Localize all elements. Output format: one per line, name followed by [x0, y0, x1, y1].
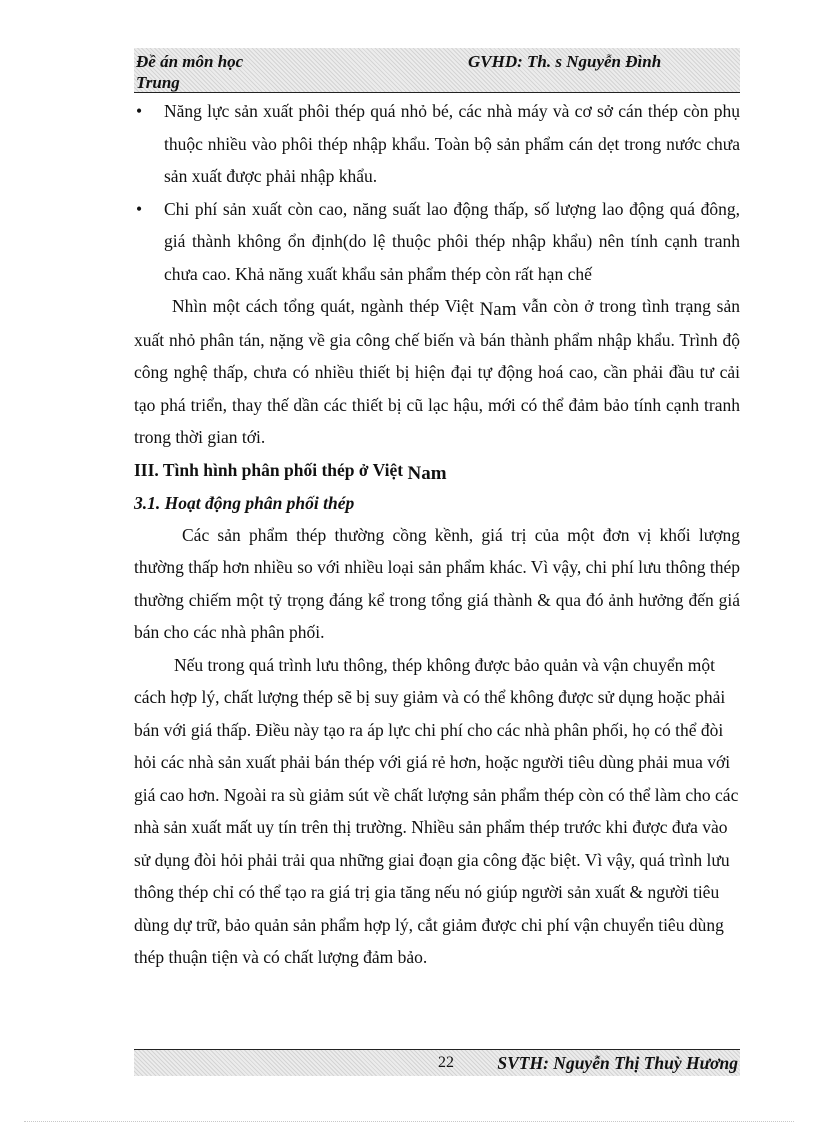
bullet-icon: • — [136, 198, 143, 219]
header-course-title: Đề án môn học Trung — [136, 52, 244, 92]
header-supervisor: GVHD: Th. s Nguyễn Đình — [468, 52, 662, 71]
footer-student: SVTH: Nguyễn Thị Thuỳ Hương — [497, 1053, 738, 1073]
bullet-icon: • — [136, 101, 143, 121]
paragraph-distribution: Các sản phẩm thép thường cồng kềnh, giá trị của một đơn vị khối lượng thường thấp hơn nhiều so với nhiều loại sản phẩm khác. Vì vậy, chi phí lưu thông thép thường chiếm một tỷ trọng đáng kể trong tổng giá thành & qua đó ảnh hưởng đến giá bán cho các nhà phân phối. — [134, 524, 740, 642]
section-heading: III. Tình hình phân phối thép ở Việt Nam — [134, 459, 447, 484]
bullet-item — [134, 95, 740, 193]
page-number: 22 — [438, 1054, 454, 1071]
page-body — [134, 95, 740, 974]
bullet-item — [134, 193, 740, 291]
subsection-heading: 3.1. Hoạt động phân phối thép — [134, 492, 355, 513]
page-header — [134, 48, 740, 93]
paragraph-overview: Nhìn một cách tổng quát, ngành thép Việt Nam vẫn còn ở trong tình trạng sản xuất nhỏ phân tán, nặng về gia công chế biến và bán thành phẩm nhập khẩu. Trình độ công nghệ thấp, chưa có nhiều thiết bị hiện đại tự động hoá cao, cần phải đầu tư cải tạo phá triển, thay thế dần các thiết bị cũ lạc hậu, mới có thể đảm bảo tính cạnh tranh trong thời gian tới. — [134, 296, 740, 447]
page-bottom-divider — [24, 1121, 794, 1122]
page-footer — [134, 1049, 740, 1076]
bullet-text: Chi phí sản xuất còn cao, năng suất lao động thấp, số lượng lao động quá đông, giá thành không ổn định(do lệ thuộc phôi thép nhập khẩu) nên tính cạnh tranh chưa cao. Khả năng xuất khẩu sản phẩm thép còn rất hạn chế — [164, 198, 740, 284]
bullet-text: Năng lực sản xuất phôi thép quá nhỏ bé, các nhà máy và cơ sở cán thép còn phụ thuộc nhiều vào phôi thép nhập khẩu. Toàn bộ sản phẩm cán dẹt trong nước chưa sản xuất được phải nhập khẩu. — [164, 101, 740, 186]
paragraph-circulation: Nếu trong quá trình lưu thông, thép không được bảo quản và vận chuyển một cách hợp lý, chất lượng thép sẽ bị suy giảm và có thể không được sử dụng hoặc phải bán với giá thấp. Điều này tạo ra áp lực chi phí cho các nhà phân phối, họ có thể đòi hỏi các nhà sản xuất phải bán thép với giá rẻ hơn, hoặc người tiêu dùng phải mua với giá cao hơn. Ngoài ra sù giảm sút về chất lượng sản phẩm thép còn có thể làm cho các nhà sản xuất mất uy tín trên thị trường. Nhiều sản phẩm thép trước khi được đưa vào sử dụng đòi hỏi phải trải qua những giai đoạn gia công đặc biệt. Vì vậy, quá trình lưu thông thép chỉ có thể tạo ra giá trị gia tăng nếu nó giúp người sản xuất & người tiêu dùng dự trữ, bảo quản sản phẩm hợp lý, cắt giảm được chi phí vận chuyển tiêu dùng thép thuận tiện và có chất lượng đảm bảo. — [134, 654, 739, 967]
